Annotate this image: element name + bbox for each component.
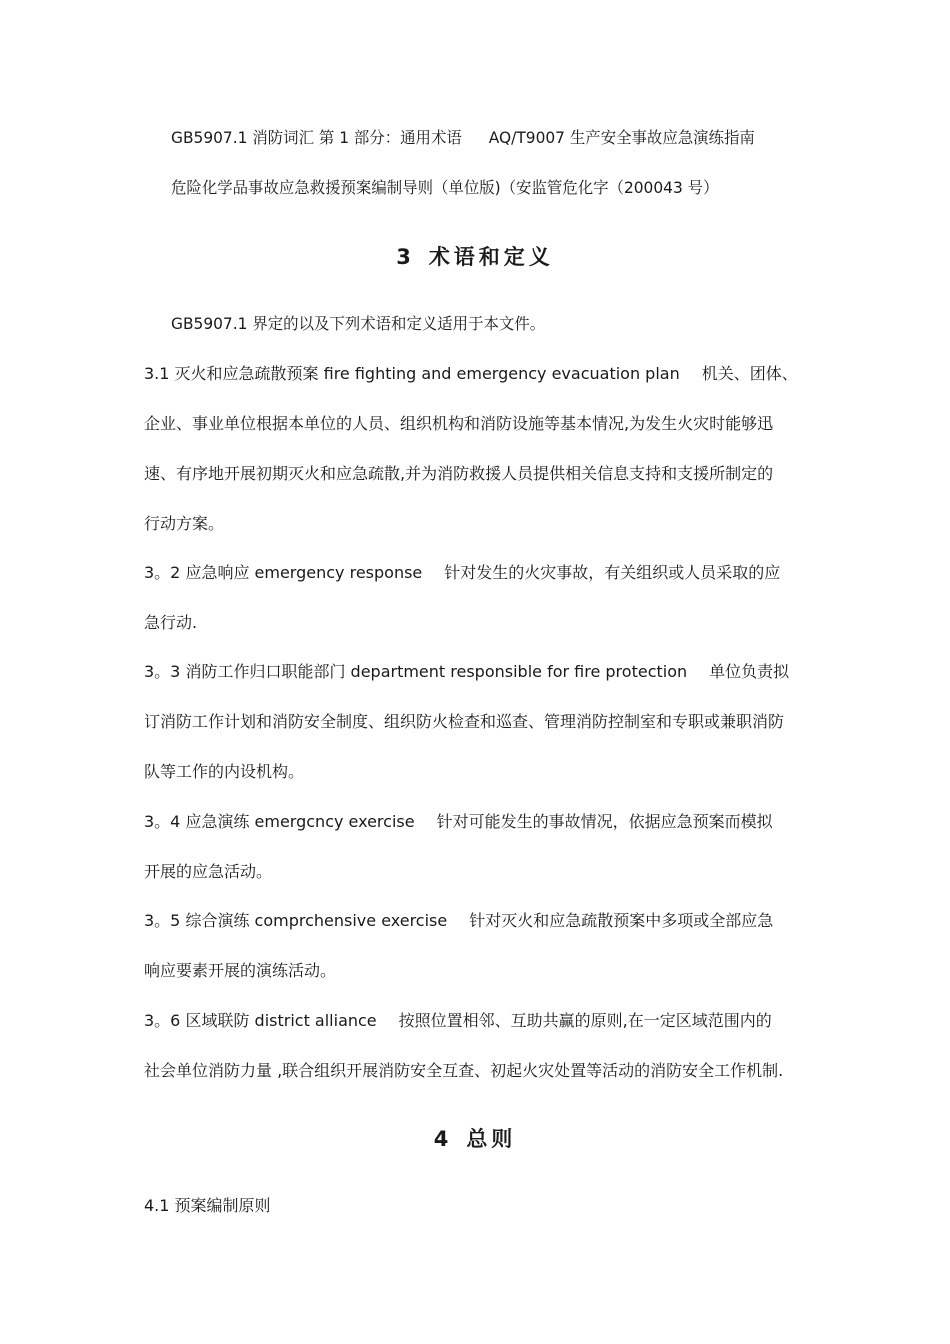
section-number: 3: [396, 245, 415, 269]
term-definition: 开展的应急活动。: [144, 862, 273, 881]
term-definition: 社会单位消防力量 ,联合组织开展消防安全互查、初起火灾处置等活动的消防安全工作机制.: [144, 1061, 784, 1080]
term-definition: 响应要素开展的演练活动。: [144, 961, 337, 980]
term-3-6-head: [144, 1009, 824, 1033]
term-label: 3。3 消防工作归口职能部门 department responsible for fire protection: [144, 662, 688, 681]
subsection-4-1: [144, 1194, 824, 1218]
subsection-title: 4.1 预案编制原则: [144, 1196, 271, 1215]
reference-line: [171, 126, 826, 150]
term-3-5-head: [144, 909, 824, 933]
term-definition: 针对灭火和应急疏散预案中多项或全部应急: [469, 911, 774, 930]
term-definition: 针对可能发生的事故情况，依据应急预案而模拟: [436, 812, 773, 831]
term-definition: 队等工作的内设机构。: [144, 762, 305, 781]
section-title: 术语和定义: [428, 245, 554, 269]
term-definition: 企业、事业单位根据本单位的人员、组织机构和消防设施等基本情况,为发生火灾时能够迅: [144, 414, 774, 433]
term-definition: 速、有序地开展初期灭火和应急疏散,并为消防救援人员提供相关信息支持和支援所制定的: [144, 464, 774, 483]
term-3-6-line: [144, 1059, 824, 1083]
term-3-3-line: [144, 760, 824, 784]
term-label: 3。2 应急响应 emergency response: [144, 563, 423, 582]
term-definition: 急行动.: [144, 613, 198, 632]
term-definition: 按照位置相邻、互助共赢的原则,在一定区域范围内的: [398, 1011, 772, 1030]
term-3-2-line: [144, 611, 824, 635]
section-3-heading: [0, 242, 950, 272]
section-intro: [171, 312, 826, 336]
section-number: 4: [433, 1127, 453, 1151]
section-intro-text: GB5907.1 界定的以及下列术语和定义适用于本文件。: [171, 314, 546, 333]
term-definition: 订消防工作计划和消防安全制度、组织防火检查和巡查、管理消防控制室和专职或兼职消防: [144, 712, 785, 731]
reference-aqt9007: AQ/T9007 生产安全事故应急演练指南: [488, 128, 755, 147]
term-label: 3。4 应急演练 emergcncy exercise: [144, 812, 415, 831]
term-3-1-head: [144, 362, 824, 386]
reference-hazchem: 危险化学品事故应急救援预案编制导则（单位版)（安监管危化字（200043 号）: [171, 178, 719, 197]
section-title: 总则: [466, 1127, 517, 1151]
term-3-2-head: [144, 561, 824, 585]
term-3-4-head: [144, 810, 824, 834]
term-3-3-head: [144, 660, 824, 684]
reference-gb5907: GB5907.1 消防词汇 第 1 部分：通用术语: [171, 128, 462, 147]
section-4-heading: [0, 1124, 950, 1154]
term-3-1-line: [144, 412, 824, 436]
term-label: 3.1 灭火和应急疏散预案 fire fighting and emergency evacuation plan: [144, 364, 680, 383]
term-3-4-line: [144, 860, 824, 884]
term-label: 3。5 综合演练 comprchensive exercise: [144, 911, 448, 930]
term-3-3-line: [144, 710, 824, 734]
term-definition: 机关、团体、: [701, 364, 798, 383]
term-definition: 针对发生的火灾事故，有关组织或人员采取的应: [444, 563, 781, 582]
term-3-1-line: [144, 512, 824, 536]
term-definition: 单位负责拟: [709, 662, 790, 681]
term-3-5-line: [144, 959, 824, 983]
term-label: 3。6 区域联防 district alliance: [144, 1011, 377, 1030]
reference-line: [171, 176, 826, 200]
term-definition: 行动方案。: [144, 514, 225, 533]
term-3-1-line: [144, 462, 824, 486]
